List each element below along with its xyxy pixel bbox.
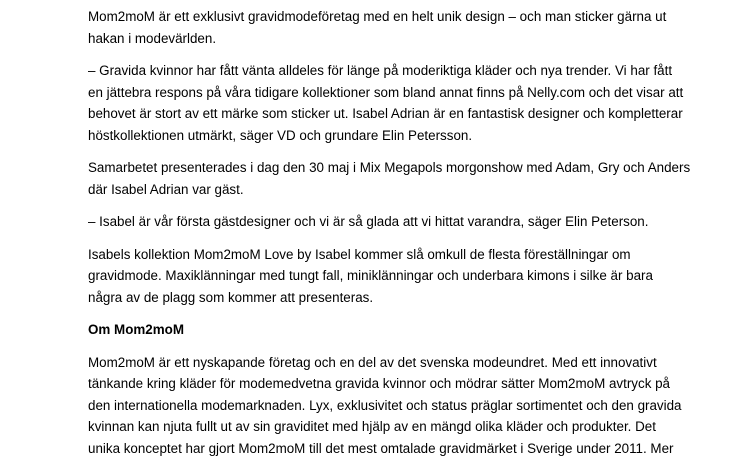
text-line: behovet är stort av ett märke som sticker ut. Isabel Adrian är en fantastisk designer och kompletterar: [88, 106, 683, 121]
text-line: kvinnan kan njuta fullt ut av sin graviditet med hjälp av en mängd olika kläder och produkter. Det: [88, 419, 656, 434]
text-line: den internationella modemarknaden. Lyx, exklusivitet och status präglar sortimentet och den gravida: [88, 397, 682, 413]
text-line: några av de plagg som kommer att presenteras.: [88, 289, 374, 305]
text-line: tänkande kring kläder för modemedvetna gravida kvinnor och mödrar sätter Mom2moM avtryck på: [88, 376, 671, 391]
paragraph-quote-ceo: [88, 60, 684, 146]
text-line: höstkollektionen utmärkt, säger VD och grundare Elin Petersson.: [88, 127, 473, 143]
paragraph-collaboration: [88, 157, 691, 200]
document-page: [88, 6, 691, 470]
text-line: där Isabel Adrian var gäst.: [88, 181, 244, 197]
text-line: – Gravida kvinnor har fått vänta alldeles för länge på moderiktiga kläder och nya trender. Vi har fått: [88, 63, 673, 78]
text-line: unika konceptet har gjort Mom2moM till det mest omtalade gravidmärket i Sverige under 2011. Mer: [88, 440, 674, 456]
text-line: gravidmode. Maxiklänningar med tungt fall, miniklänningar och underbara kimons i silke är bara: [88, 268, 653, 283]
text-line: Samarbetet presenterades i dag den 30 maj i Mix Megapols morgonshow med Adam, Gry och Anders: [88, 160, 691, 175]
text-line: – Isabel är vår första gästdesigner och vi är så glada att vi hittat varandra, säger Elin Peterson.: [88, 214, 649, 229]
text-line: Mom2moM är ett nyskapande företag och en del av det svenska modeundret. Med ett innovativt: [88, 354, 657, 370]
paragraph-intro: [88, 6, 668, 49]
section-heading: Om Mom2moM: [88, 322, 184, 337]
text-line: Mom2moM är ett exklusivt gravidmodeföretag med en helt unik design – och man sticker gärna ut: [88, 9, 667, 24]
text-line: Isabels kollektion Mom2moM Love by Isabel kommer slå omkull de flesta föreställningar om: [88, 246, 631, 262]
paragraph-collection: [88, 244, 668, 309]
text-line: hakan i modevärlden.: [88, 30, 217, 46]
paragraph-about: [88, 352, 682, 460]
paragraph-quote-guest: [88, 211, 668, 233]
text-line: en jättebra respons på våra tidigare kollektioner som bland annat finns på Nelly.com och det visar att: [88, 84, 684, 100]
